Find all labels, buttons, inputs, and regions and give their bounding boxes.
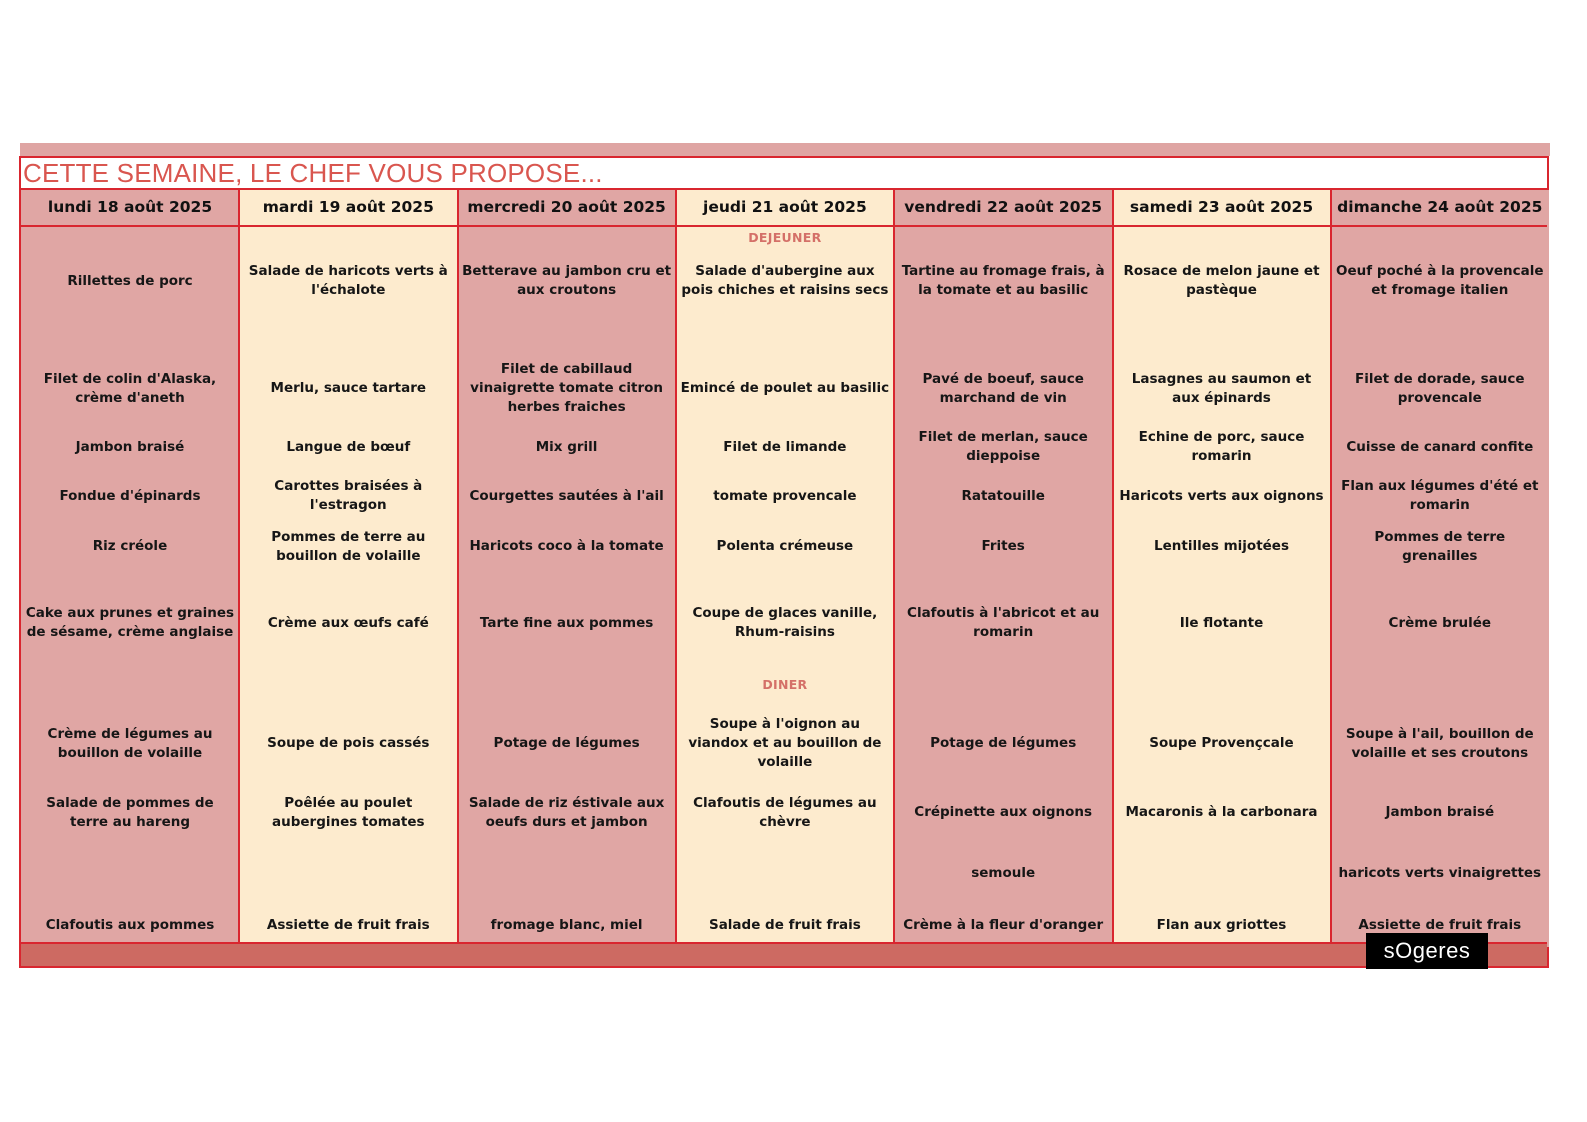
lunch-dish (1335, 226, 1545, 336)
dish-name: Pommes de terre au bouillon de volaille (271, 528, 426, 564)
dish-name: Haricots coco à la tomate (469, 538, 664, 554)
dish-name: Crème à la fleur d'oranger (903, 916, 1104, 933)
lunch-dish (243, 463, 453, 529)
lunch-dish (1117, 524, 1327, 569)
dish-name: Clafoutis aux pommes (45, 916, 215, 933)
dish-name: Coupe de glaces vanille, Rhum-raisins (692, 605, 878, 640)
dish-name: tomate provencale (713, 487, 857, 504)
dinner-dish (1117, 903, 1327, 947)
column-divider (893, 190, 895, 947)
column-divider (1112, 190, 1114, 947)
dish-name: Pavé de boeuf, sauce marchand de vin (922, 370, 1084, 406)
lunch-dish (462, 463, 672, 529)
lunch-dish (243, 428, 453, 466)
lunch-dish (462, 226, 672, 336)
day-header: mardi 19 août 2025 (262, 198, 434, 216)
lunch-dish (25, 226, 235, 336)
dish-name: Echine de porc, sauce romarin (1138, 429, 1305, 464)
lunch-dish (680, 582, 890, 664)
day-header: vendredi 22 août 2025 (904, 198, 1103, 216)
dish-name: Fondue d'épinards (59, 487, 201, 504)
dish-name: Flan aux légumes d'été et romarin (1341, 478, 1539, 513)
dish-name: Betterave au jambon cru et aux croutons (462, 263, 672, 298)
lunch-dish (680, 463, 890, 529)
dish-name: fromage blanc, miel (490, 916, 643, 933)
lunch-dish (462, 582, 672, 664)
dish-name: Salade de fruit frais (708, 916, 861, 933)
dish-name: Riz créole (92, 538, 168, 554)
dish-name: Courgettes sautées à l'ail (469, 487, 664, 504)
day-header: dimanche 24 août 2025 (1337, 198, 1543, 216)
dish-name: Salade d'aubergine aux pois chiches et raisins secs (681, 263, 889, 298)
dish-name: Pommes de terre grenailles (1374, 528, 1506, 564)
dish-name: Polenta crémeuse (716, 538, 854, 554)
dish-name: Merlu, sauce tartare (270, 380, 427, 396)
dinner-dish (680, 903, 890, 947)
dinner-dish (243, 903, 453, 947)
day-column (1331, 190, 1549, 947)
lunch-dish (1335, 463, 1545, 529)
lunch-dish (680, 428, 890, 466)
dish-name: Filet de dorade, sauce provencale (1355, 370, 1525, 406)
column-divider (675, 190, 677, 947)
column-divider (1330, 190, 1332, 947)
top-decorative-strip (20, 143, 1550, 156)
day-header: mercredi 20 août 2025 (467, 198, 666, 216)
dish-name: Assiette de fruit frais (1358, 916, 1522, 933)
lunch-dish (1117, 226, 1327, 336)
lunch-dish (1117, 338, 1327, 439)
dinner-dish (898, 844, 1108, 902)
lunch-dish (462, 428, 672, 466)
lunch-dish (1117, 428, 1327, 466)
lunch-dish (1335, 338, 1545, 439)
lunch-dish (25, 428, 235, 466)
sogeres-logo: sOgeres (1366, 933, 1488, 969)
dish-name: Lentilles mijotées (1154, 538, 1289, 554)
dish-name: Ratatouille (961, 487, 1045, 504)
dish-name: Soupe à l'oignon au viandox et au bouillon de volaille (688, 716, 882, 770)
dinner-dish (25, 903, 235, 947)
day-header: lundi 18 août 2025 (47, 198, 213, 216)
dish-name: Langue de bœuf (286, 438, 411, 455)
dish-name: Soupe Provençcale (1149, 735, 1294, 751)
lunch-dish (25, 582, 235, 664)
lunch-dish (1117, 463, 1327, 529)
dinner-dish (243, 844, 453, 902)
header-divider (21, 225, 1547, 227)
footer-bar (21, 942, 1547, 966)
day-column (1113, 190, 1331, 947)
dish-name: Flan aux griottes (1156, 916, 1287, 933)
dish-name: Filet de cabillaud vinaigrette tomate citron herbes fraiches (470, 361, 664, 415)
column-divider (457, 190, 459, 947)
dish-name: haricots verts vinaigrettes (1338, 864, 1542, 881)
lunch-dish (1335, 524, 1545, 569)
lunch-dish (898, 338, 1108, 439)
dinner-dish (898, 903, 1108, 947)
day-column (894, 190, 1112, 947)
dish-name: Jambon braisé (75, 438, 185, 455)
lunch-dish (25, 524, 235, 569)
dish-name: Oeuf poché à la provencale et fromage italien (1336, 263, 1544, 298)
dish-name: Mix grill (535, 438, 598, 455)
dish-name: Potage de légumes (930, 735, 1077, 751)
dish-name: Poêlée au poulet aubergines tomates (272, 794, 425, 830)
dish-name: Soupe de pois cassés (267, 735, 430, 751)
lunch-dish (1335, 582, 1545, 664)
dish-name: Salade de haricots verts à l'échalote (248, 263, 448, 298)
dish-name: Rosace de melon jaune et pastèque (1123, 263, 1320, 298)
day-header: samedi 23 août 2025 (1129, 198, 1314, 216)
dish-name: Assiette de fruit frais (266, 916, 430, 933)
lunch-dish (25, 463, 235, 529)
dinner-dish (462, 903, 672, 947)
dish-name: Haricots verts aux oignons (1119, 487, 1324, 504)
lunch-dish (680, 338, 890, 439)
dish-name: Tarte fine aux pommes (479, 614, 654, 631)
dish-name: Filet de limande (723, 438, 847, 455)
dish-name: Salade de riz éstivale aux oeufs durs et jambon (468, 794, 665, 830)
dish-name: Ile flotante (1179, 614, 1264, 631)
lunch-dish (1117, 582, 1327, 664)
lunch-dish (462, 524, 672, 569)
lunch-dish (243, 338, 453, 439)
dinner-dish (1117, 844, 1327, 902)
dish-name: Cuisse de canard confite (1346, 438, 1534, 455)
dish-name: Potage de légumes (493, 735, 640, 751)
dish-name: Frites (981, 538, 1025, 554)
day-column (21, 190, 239, 947)
dish-name: Crépinette aux oignons (914, 804, 1093, 820)
dinner-dish (462, 844, 672, 902)
day-header: jeudi 21 août 2025 (703, 198, 867, 216)
dish-name: Crème de légumes au bouillon de volaille (47, 725, 213, 761)
day-column (458, 190, 676, 947)
dish-name: Macaronis à la carbonara (1125, 804, 1318, 820)
lunch-dish (898, 226, 1108, 336)
lunch-dish (898, 524, 1108, 569)
lunch-dish (243, 582, 453, 664)
column-divider (238, 190, 240, 947)
dish-name: Filet de merlan, sauce dieppoise (918, 429, 1088, 464)
dinner-dish (25, 844, 235, 902)
dish-name: Cake aux prunes et graines de sésame, crème anglaise (25, 605, 235, 640)
dish-name: Clafoutis de légumes au chèvre (693, 794, 877, 830)
page-title: CETTE SEMAINE, LE CHEF VOUS PROPOSE... (23, 158, 603, 188)
lunch-dish (898, 582, 1108, 664)
lunch-dish (680, 524, 890, 569)
lunch-dish (243, 524, 453, 569)
lunch-dish (25, 338, 235, 439)
dish-name: Clafoutis à l'abricot et au romarin (907, 605, 1100, 640)
lunch-dish (898, 463, 1108, 529)
dish-name: Crème aux œufs café (267, 614, 429, 631)
dish-name: Carottes braisées à l'estragon (274, 478, 423, 513)
dinner-label: DINER (762, 677, 808, 692)
dinner-dish (680, 844, 890, 902)
dish-name: Emincé de poulet au basilic (680, 380, 890, 396)
dish-name: Crème brulée (1388, 614, 1492, 631)
dish-name: Soupe à l'ail, bouillon de volaille et ses croutons (1345, 725, 1534, 761)
lunch-dish (243, 226, 453, 336)
lunch-dish (462, 338, 672, 439)
dish-name: Tartine au fromage frais, à la tomate et au basilic (901, 263, 1105, 298)
dish-name: Rillettes de porc (67, 272, 193, 289)
day-column (676, 190, 894, 947)
lunch-dish (680, 226, 890, 336)
lunch-dish (898, 428, 1108, 466)
lunch-dish (1335, 428, 1545, 466)
dish-name: semoule (971, 864, 1036, 881)
lunch-label: DEJEUNER (748, 230, 822, 245)
weekly-menu-table (19, 156, 1549, 968)
dish-name: Filet de colin d'Alaska, crème d'aneth (43, 370, 217, 406)
day-column (239, 190, 457, 947)
dish-name: Salade de pommes de terre au hareng (46, 794, 214, 830)
dish-name: Lasagnes au saumon et aux épinards (1131, 370, 1312, 406)
dinner-dish (1335, 844, 1545, 902)
dish-name: Jambon braisé (1385, 804, 1495, 820)
